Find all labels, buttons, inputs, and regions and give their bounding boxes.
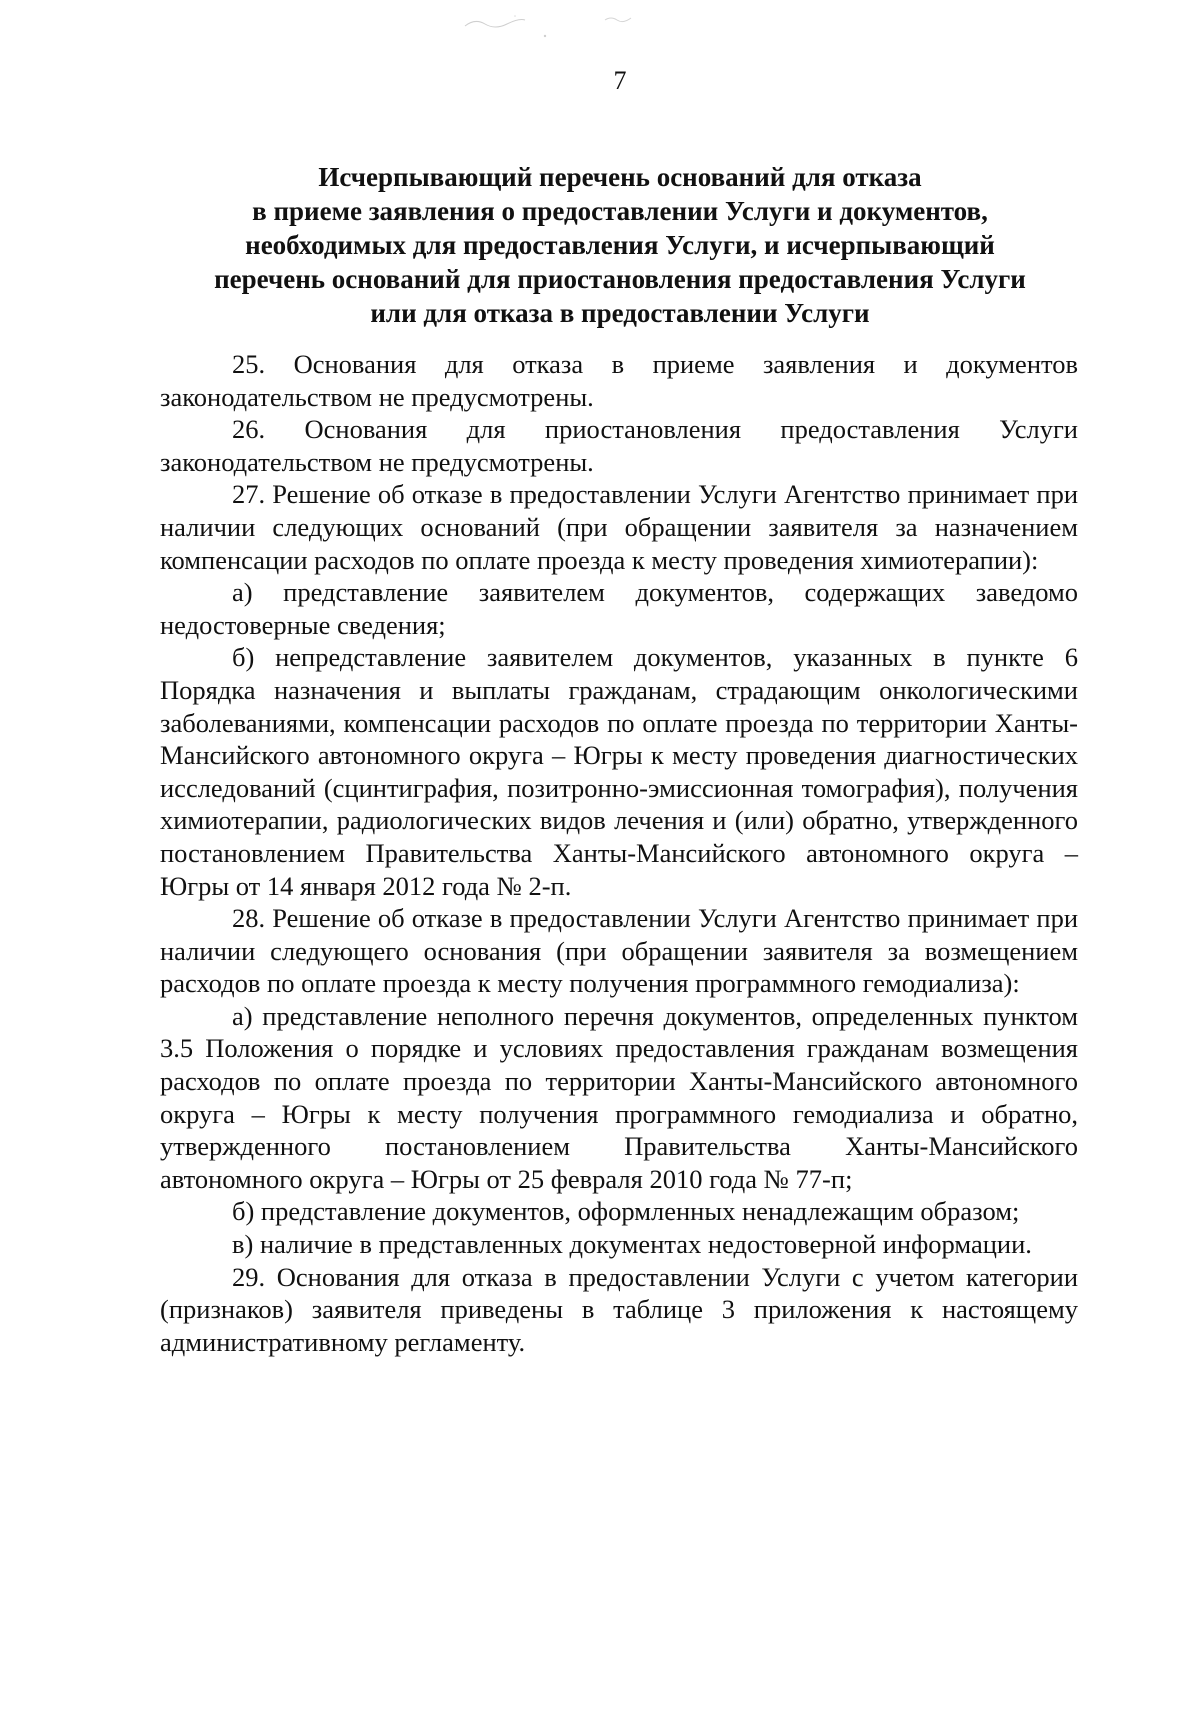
- paragraph-27: 27. Решение об отказе в предоставлении Услуги Агентство принимает при наличии следующих оснований (при обращении заявителя за назначением компенсации расходов по оплате проезда к месту проведения химиотерапии):: [160, 479, 1078, 575]
- title-line: необходимых для предоставления Услуги, и исчерпывающий: [245, 230, 995, 260]
- title-line: в приеме заявления о предоставлении Услуги и документов,: [252, 196, 988, 226]
- title-line: Исчерпывающий перечень оснований для отказа: [318, 162, 922, 192]
- paragraph-29: 29. Основания для отказа в предоставлении Услуги с учетом категории (признаков) заявителя приведены в таблице 3 приложения к настоящему административному регламенту.: [160, 1261, 1078, 1357]
- section-title: [140, 160, 1100, 330]
- paragraph-28-b: б) представление документов, оформленных ненадлежащим образом;: [232, 1196, 1020, 1227]
- paragraph-27-b: б) непредставление заявителем документов, указанных в пункте 6 Порядка назначения и выплаты гражданам, страдающим онкологическими заболеваниями, компенсации расходов по оплате проезда по территории Ханты-Мансийского автономного округа – Югры к месту проведения диагностических исследований (сцинтиграфия, позитронно-эмиссионная томография), получения химиотерапии, радиологических видов лечения и (или) обратно, утвержденного постановлением Правительства Ханты-Мансийского автономного округа – Югры от 14 января 2012 года № 2-п.: [160, 642, 1078, 901]
- paragraph-28-a: а) представление неполного перечня документов, определенных пунктом 3.5 Положения о порядке и условиях предоставления гражданам возмещения расходов по оплате проезда по территории Ханты-Мансийского автономного округа – Югры к месту получения программного гемодиализа и обратно, утвержденного постановлением Правительства Ханты-Мансийского автономного округа – Югры от 25 февраля 2010 года № 77-п;: [160, 1000, 1078, 1194]
- paragraph-26: 26. Основания для приостановления предоставления Услуги законодательством не предусмотрены.: [160, 414, 1078, 477]
- scan-noise-marks: [455, 6, 755, 42]
- paragraph-25: 25. Основания для отказа в приеме заявления и документов законодательством не предусмотрены.: [160, 349, 1078, 412]
- title-line: перечень оснований для приостановления предоставления Услуги: [214, 264, 1026, 294]
- paragraph-28-c: в) наличие в представленных документах недостоверной информации.: [232, 1229, 1032, 1260]
- paragraph-28: 28. Решение об отказе в предоставлении Услуги Агентство принимает при наличии следующего основания (при обращении заявителя за возмещением расходов по оплате проезда к месту получения программного гемодиализа):: [160, 903, 1078, 999]
- document-body: [160, 348, 1078, 1358]
- paragraph-27-a: а) представление заявителем документов, содержащих заведомо недостоверные сведения;: [160, 577, 1078, 640]
- page-number: 7: [613, 66, 627, 95]
- title-line: или для отказа в предоставлении Услуги: [370, 298, 870, 328]
